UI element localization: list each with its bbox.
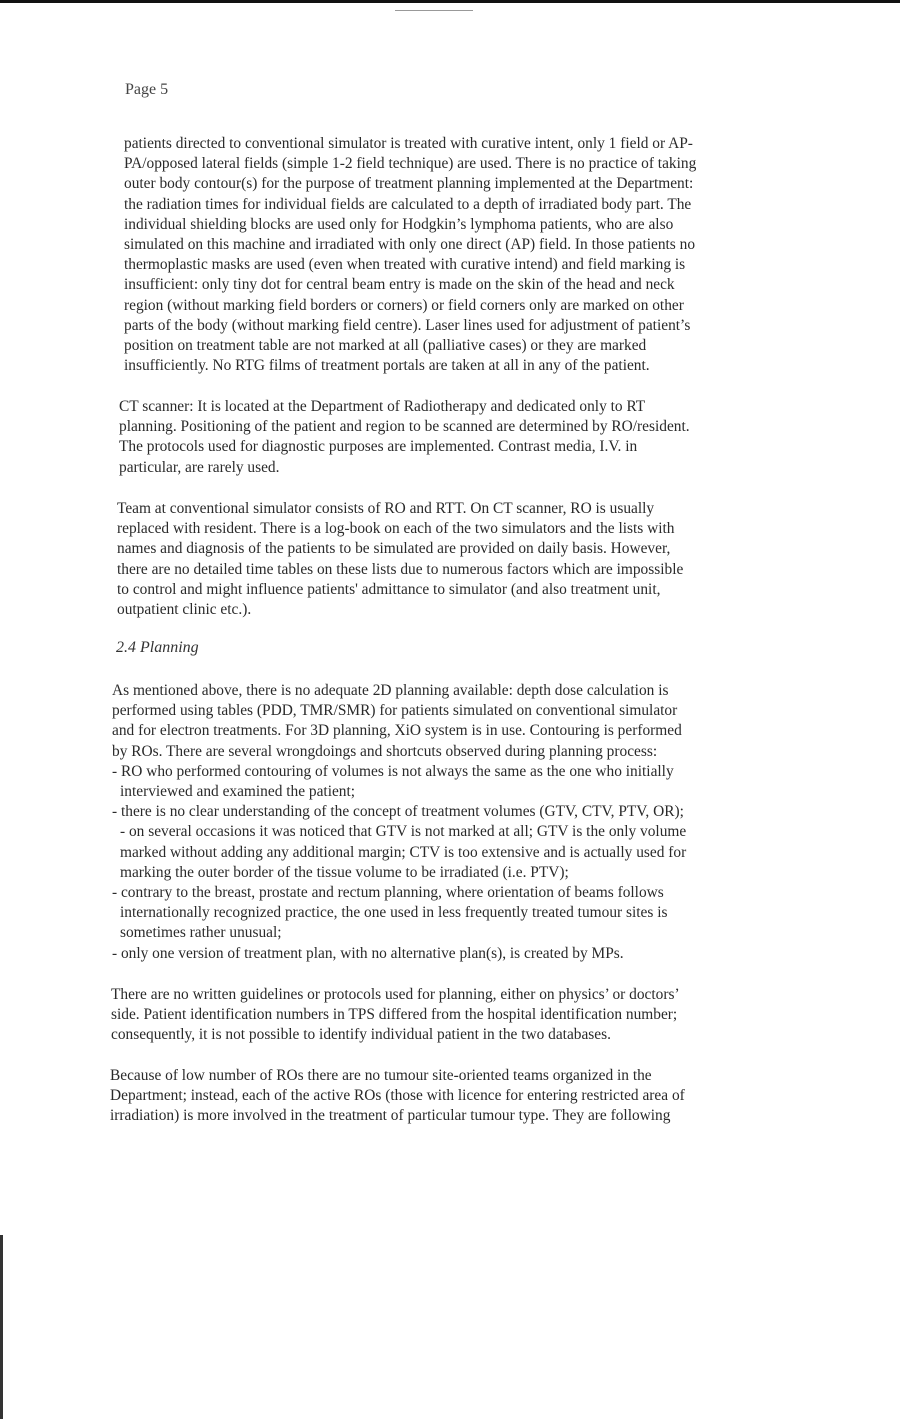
text-line: interviewed and examined the patient; xyxy=(120,783,356,801)
text-line: As mentioned above, there is no adequate 2D planning available: depth dose calculation is xyxy=(112,682,669,699)
text-line: to control and might influence patients' admittance to simulator (and also treatment unit, xyxy=(117,580,661,598)
paragraph-ct-scanner xyxy=(119,397,690,478)
text-line: thermoplastic masks are used (even when treated with curative intend) and field marking is xyxy=(124,256,686,274)
text-line: particular, are rarely used. xyxy=(119,458,280,476)
text-line: internationally recognized practice, the one used in less frequently treated tumour sites is xyxy=(120,904,668,922)
page-number: Page 5 xyxy=(125,81,169,98)
text-line: and for electron treatments. For 3D planning, XiO system is in use. Contouring is performed xyxy=(112,722,682,740)
page-top-edge xyxy=(0,0,900,3)
text-line: individual shielding blocks are used only for Hodgkin’s lymphoma patients, who are also xyxy=(124,215,674,233)
text-line: region (without marking field borders or corners) or field corners only are marked on other xyxy=(124,296,684,314)
text-line: side. Patient identification numbers in TPS differed from the hospital identification number; xyxy=(111,1006,678,1024)
text-line: sometimes rather unusual; xyxy=(120,924,282,942)
text-line: insufficiently. No RTG films of treatment portals are taken at all in any of the patient. xyxy=(124,357,650,375)
paragraph-planning xyxy=(112,681,686,964)
text-line: Department; instead, each of the active ROs (those with licence for entering restricted area of xyxy=(110,1087,685,1105)
text-line: There are no written guidelines or protocols used for planning, either on physics’ or doctors’ xyxy=(111,986,680,1003)
text-line: - only one version of treatment plan, with no alternative plan(s), is created by MPs. xyxy=(112,944,624,962)
text-line: replaced with resident. There is a log-book on each of the two simulators and the lists with xyxy=(117,520,675,538)
paragraph-guidelines xyxy=(111,985,680,1046)
text-line: - RO who performed contouring of volumes is not always the same as the one who initially xyxy=(112,762,674,780)
text-line: - on several occasions it was noticed that GTV is not marked at all; GTV is the only volume xyxy=(120,823,687,841)
text-line: position on treatment table are not marked at all (palliative cases) or they are marked xyxy=(124,337,647,355)
text-line: irradiation) is more involved in the treatment of particular tumour type. They are following xyxy=(110,1107,671,1125)
scan-mark xyxy=(395,10,473,11)
text-line: marked without adding any additional margin; CTV is too extensive and is actually used for xyxy=(120,843,687,861)
text-line: CT scanner: It is located at the Department of Radiotherapy and dedicated only to RT xyxy=(119,398,646,415)
text-line: - contrary to the breast, prostate and rectum planning, where orientation of beams follows xyxy=(112,884,664,902)
text-line: by ROs. There are several wrongdoings and shortcuts observed during planning process: xyxy=(112,742,658,760)
text-line: PA/opposed lateral fields (simple 1-2 field technique) are used. There is no practice of taking xyxy=(124,155,697,173)
text-line: patients directed to conventional simulator is treated with curative intent, only 1 field or AP- xyxy=(124,135,693,152)
text-line: outer body contour(s) for the purpose of treatment planning implemented at the Department: xyxy=(124,175,694,193)
text-line: performed using tables (PDD, TMR/SMR) for patients simulated on conventional simulator xyxy=(112,702,678,720)
text-line: Because of low number of ROs there are no tumour site-oriented teams organized in the xyxy=(110,1067,652,1084)
text-line: insufficient: only tiny dot for central beam entry is made on the skin of the head and neck xyxy=(124,276,675,294)
text-line: marking the outer border of the tissue volume to be irradiated (i.e. PTV); xyxy=(120,863,569,881)
text-line: there are no detailed time tables on these lists due to numerous factors which are impossible xyxy=(117,560,684,578)
section-heading-planning: 2.4 Planning xyxy=(116,639,199,656)
text-line: parts of the body (without marking field centre). Laser lines used for adjustment of patient’s xyxy=(124,316,691,334)
text-line: The protocols used for diagnostic purposes are implemented. Contrast media, I.V. in xyxy=(119,438,638,456)
text-line: consequently, it is not possible to identify individual patient in the two databases. xyxy=(111,1026,611,1044)
paragraph-team xyxy=(117,499,683,620)
paragraph-teams xyxy=(110,1066,685,1127)
text-line: the radiation times for individual fields are calculated to a depth of irradiated body part. The xyxy=(124,195,692,213)
text-line: simulated on this machine and irradiated with only one direct (AP) field. In those patients no xyxy=(124,236,696,254)
text-line: planning. Positioning of the patient and region to be scanned are determined by RO/resident. xyxy=(119,418,690,436)
paragraph-simulator xyxy=(124,134,696,376)
text-line: outpatient clinic etc.). xyxy=(117,601,252,619)
page-left-edge xyxy=(0,1235,3,1419)
text-line: - there is no clear understanding of the concept of treatment volumes (GTV, CTV, PTV, OR); xyxy=(112,803,684,821)
text-line: Team at conventional simulator consists of RO and RTT. On CT scanner, RO is usually xyxy=(117,500,655,517)
text-line: names and diagnosis of the patients to be simulated are provided on daily basis. However, xyxy=(117,540,671,558)
